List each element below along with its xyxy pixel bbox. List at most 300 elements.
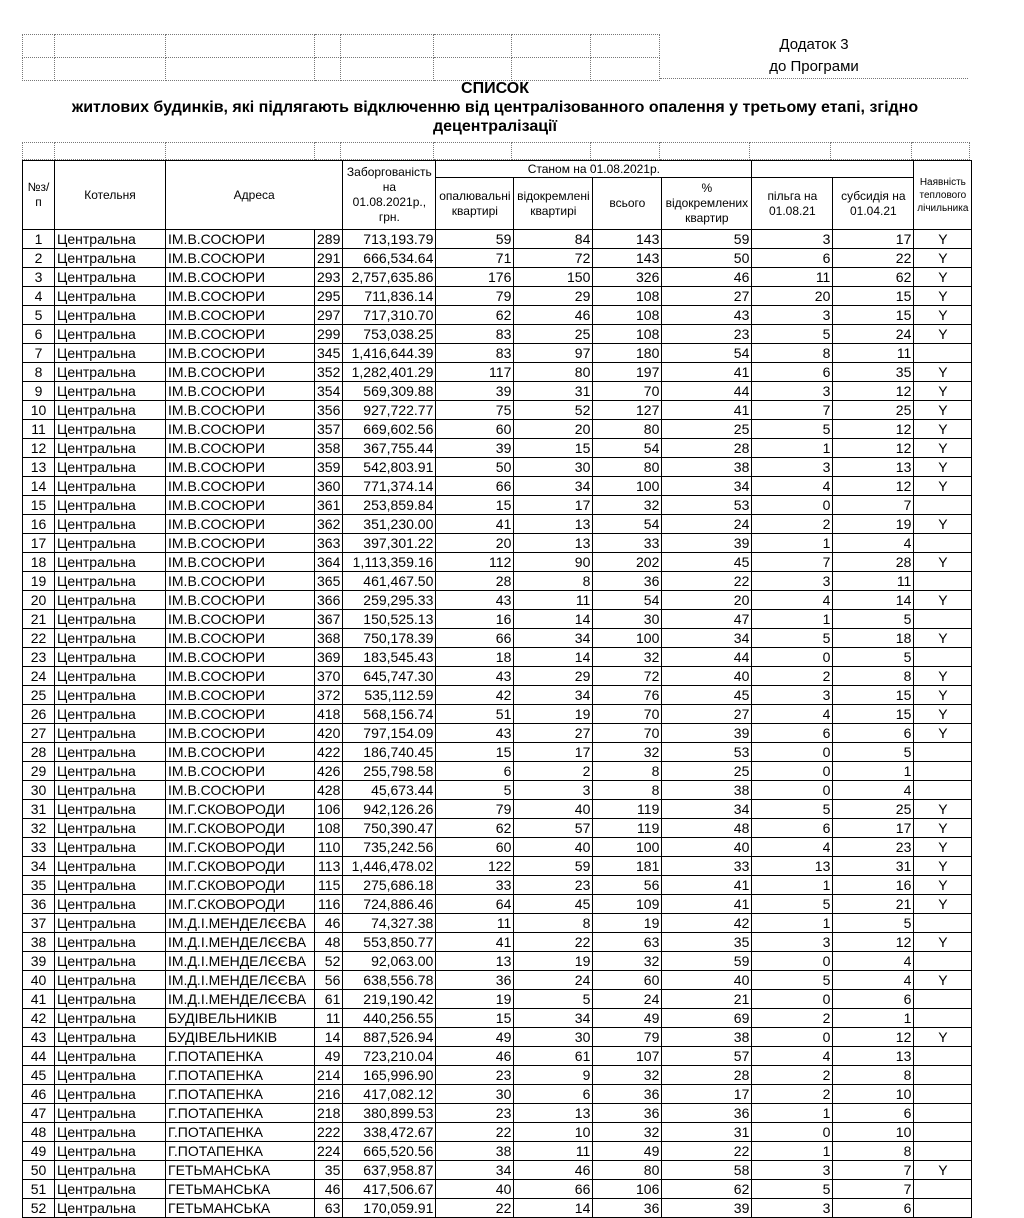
- separated-apartments[interactable]: 5: [514, 990, 593, 1009]
- heated-apartments[interactable]: 62: [436, 819, 514, 838]
- street-name[interactable]: ІМ.Д.І.МЕНДЕЛЄЄВА: [166, 990, 315, 1009]
- street-name[interactable]: ІМ.В.СОСЮРИ: [166, 230, 315, 249]
- separated-apartments[interactable]: 80: [514, 363, 593, 382]
- total-apartments[interactable]: 202: [593, 553, 662, 572]
- total-apartments[interactable]: 36: [593, 1199, 662, 1218]
- heated-apartments[interactable]: 51: [436, 705, 514, 724]
- total-apartments[interactable]: 100: [593, 838, 662, 857]
- benefit-count[interactable]: 0: [752, 496, 833, 515]
- row-number[interactable]: 13: [23, 458, 55, 477]
- boiler-name[interactable]: Центральна: [55, 857, 166, 876]
- boiler-name[interactable]: Центральна: [55, 344, 166, 363]
- house-number[interactable]: 224: [315, 1142, 343, 1161]
- debt-amount[interactable]: 750,390.47: [343, 819, 436, 838]
- row-number[interactable]: 3: [23, 268, 55, 287]
- total-apartments[interactable]: 54: [593, 591, 662, 610]
- heat-meter-flag[interactable]: Y: [914, 230, 972, 249]
- row-number[interactable]: 12: [23, 439, 55, 458]
- separated-apartments[interactable]: 90: [514, 553, 593, 572]
- cell[interactable]: [55, 58, 166, 81]
- percent-separated[interactable]: 35: [662, 933, 752, 952]
- house-number[interactable]: 362: [315, 515, 343, 534]
- boiler-name[interactable]: Центральна: [55, 572, 166, 591]
- subsidy-count[interactable]: 11: [833, 572, 914, 591]
- heat-meter-flag[interactable]: Y: [914, 439, 972, 458]
- debt-amount[interactable]: 255,798.58: [343, 762, 436, 781]
- percent-separated[interactable]: 39: [662, 724, 752, 743]
- street-name[interactable]: Г.ПОТАПЕНКА: [166, 1047, 315, 1066]
- row-number[interactable]: 33: [23, 838, 55, 857]
- house-number[interactable]: 116: [315, 895, 343, 914]
- house-number[interactable]: 359: [315, 458, 343, 477]
- benefit-count[interactable]: 0: [752, 952, 833, 971]
- benefit-count[interactable]: 6: [752, 249, 833, 268]
- benefit-count[interactable]: 6: [752, 363, 833, 382]
- subsidy-count[interactable]: 4: [833, 952, 914, 971]
- total-apartments[interactable]: 109: [593, 895, 662, 914]
- percent-separated[interactable]: 27: [662, 287, 752, 306]
- boiler-name[interactable]: Центральна: [55, 1180, 166, 1199]
- debt-amount[interactable]: 887,526.94: [343, 1028, 436, 1047]
- cell[interactable]: [166, 58, 315, 81]
- street-name[interactable]: ІМ.Д.І.МЕНДЕЛЄЄВА: [166, 952, 315, 971]
- row-number[interactable]: 20: [23, 591, 55, 610]
- benefit-count[interactable]: 1: [752, 1142, 833, 1161]
- street-name[interactable]: ГЕТЬМАНСЬКА: [166, 1161, 315, 1180]
- percent-separated[interactable]: 69: [662, 1009, 752, 1028]
- percent-separated[interactable]: 40: [662, 838, 752, 857]
- percent-separated[interactable]: 44: [662, 382, 752, 401]
- house-number[interactable]: 297: [315, 306, 343, 325]
- debt-amount[interactable]: 417,082.12: [343, 1085, 436, 1104]
- heat-meter-flag[interactable]: Y: [914, 838, 972, 857]
- total-apartments[interactable]: 80: [593, 458, 662, 477]
- debt-amount[interactable]: 253,859.84: [343, 496, 436, 515]
- subsidy-count[interactable]: 28: [833, 553, 914, 572]
- separated-apartments[interactable]: 6: [514, 1085, 593, 1104]
- cell[interactable]: [591, 35, 660, 58]
- house-number[interactable]: 420: [315, 724, 343, 743]
- boiler-name[interactable]: Центральна: [55, 781, 166, 800]
- benefit-count[interactable]: 3: [752, 230, 833, 249]
- debt-amount[interactable]: 771,374.14: [343, 477, 436, 496]
- total-apartments[interactable]: 36: [593, 1104, 662, 1123]
- row-number[interactable]: 15: [23, 496, 55, 515]
- street-name[interactable]: ІМ.В.СОСЮРИ: [166, 382, 315, 401]
- benefit-count[interactable]: 4: [752, 591, 833, 610]
- percent-separated[interactable]: 28: [662, 439, 752, 458]
- street-name[interactable]: ІМ.В.СОСЮРИ: [166, 287, 315, 306]
- benefit-count[interactable]: 7: [752, 401, 833, 420]
- row-number[interactable]: 2: [23, 249, 55, 268]
- heat-meter-flag[interactable]: [914, 572, 972, 591]
- total-apartments[interactable]: 8: [593, 781, 662, 800]
- separated-apartments[interactable]: 61: [514, 1047, 593, 1066]
- separated-apartments[interactable]: 34: [514, 477, 593, 496]
- subsidy-count[interactable]: 8: [833, 667, 914, 686]
- cell[interactable]: [166, 35, 315, 58]
- percent-separated[interactable]: 38: [662, 458, 752, 477]
- separated-apartments[interactable]: 29: [514, 667, 593, 686]
- boiler-name[interactable]: Центральна: [55, 762, 166, 781]
- cell[interactable]: [591, 143, 660, 160]
- separated-apartments[interactable]: 14: [514, 1199, 593, 1218]
- boiler-name[interactable]: Центральна: [55, 667, 166, 686]
- heated-apartments[interactable]: 13: [436, 952, 514, 971]
- street-name[interactable]: ІМ.В.СОСЮРИ: [166, 325, 315, 344]
- subsidy-count[interactable]: 12: [833, 439, 914, 458]
- total-apartments[interactable]: 60: [593, 971, 662, 990]
- row-number[interactable]: 48: [23, 1123, 55, 1142]
- percent-separated[interactable]: 33: [662, 857, 752, 876]
- cell[interactable]: [341, 143, 434, 160]
- total-apartments[interactable]: 79: [593, 1028, 662, 1047]
- street-name[interactable]: БУДІВЕЛЬНИКІВ: [166, 1028, 315, 1047]
- subsidy-count[interactable]: 12: [833, 933, 914, 952]
- boiler-name[interactable]: Центральна: [55, 268, 166, 287]
- street-name[interactable]: ІМ.В.СОСЮРИ: [166, 724, 315, 743]
- boiler-name[interactable]: Центральна: [55, 515, 166, 534]
- benefit-count[interactable]: 4: [752, 1047, 833, 1066]
- subsidy-count[interactable]: 1: [833, 762, 914, 781]
- cell[interactable]: [341, 58, 434, 81]
- benefit-count[interactable]: 20: [752, 287, 833, 306]
- house-number[interactable]: 370: [315, 667, 343, 686]
- percent-separated[interactable]: 34: [662, 629, 752, 648]
- subsidy-count[interactable]: 12: [833, 1028, 914, 1047]
- total-apartments[interactable]: 107: [593, 1047, 662, 1066]
- benefit-count[interactable]: 5: [752, 420, 833, 439]
- house-number[interactable]: 46: [315, 1180, 343, 1199]
- house-number[interactable]: 345: [315, 344, 343, 363]
- separated-apartments[interactable]: 15: [514, 439, 593, 458]
- subsidy-count[interactable]: 25: [833, 401, 914, 420]
- percent-separated[interactable]: 38: [662, 1028, 752, 1047]
- house-number[interactable]: 14: [315, 1028, 343, 1047]
- street-name[interactable]: ІМ.В.СОСЮРИ: [166, 515, 315, 534]
- house-number[interactable]: 364: [315, 553, 343, 572]
- benefit-count[interactable]: 0: [752, 1028, 833, 1047]
- house-number[interactable]: 422: [315, 743, 343, 762]
- benefit-count[interactable]: 6: [752, 819, 833, 838]
- boiler-name[interactable]: Центральна: [55, 534, 166, 553]
- separated-apartments[interactable]: 84: [514, 230, 593, 249]
- boiler-name[interactable]: Центральна: [55, 1047, 166, 1066]
- separated-apartments[interactable]: 40: [514, 800, 593, 819]
- debt-amount[interactable]: 170,059.91: [343, 1199, 436, 1218]
- house-number[interactable]: 356: [315, 401, 343, 420]
- row-number[interactable]: 17: [23, 534, 55, 553]
- percent-separated[interactable]: 22: [662, 1142, 752, 1161]
- benefit-count[interactable]: 6: [752, 724, 833, 743]
- benefit-count[interactable]: 0: [752, 762, 833, 781]
- percent-separated[interactable]: 45: [662, 686, 752, 705]
- boiler-name[interactable]: Центральна: [55, 363, 166, 382]
- row-number[interactable]: 27: [23, 724, 55, 743]
- house-number[interactable]: 299: [315, 325, 343, 344]
- cell[interactable]: [23, 58, 55, 81]
- row-number[interactable]: 8: [23, 363, 55, 382]
- heated-apartments[interactable]: 62: [436, 306, 514, 325]
- street-name[interactable]: ІМ.В.СОСЮРИ: [166, 534, 315, 553]
- street-name[interactable]: ІМ.Г.СКОВОРОДИ: [166, 857, 315, 876]
- heated-apartments[interactable]: 66: [436, 477, 514, 496]
- row-number[interactable]: 11: [23, 420, 55, 439]
- street-name[interactable]: ІМ.В.СОСЮРИ: [166, 344, 315, 363]
- heated-apartments[interactable]: 11: [436, 914, 514, 933]
- total-apartments[interactable]: 143: [593, 230, 662, 249]
- total-apartments[interactable]: 70: [593, 382, 662, 401]
- debt-amount[interactable]: 569,309.88: [343, 382, 436, 401]
- house-number[interactable]: 11: [315, 1009, 343, 1028]
- debt-amount[interactable]: 711,836.14: [343, 287, 436, 306]
- cell[interactable]: [315, 35, 341, 58]
- benefit-count[interactable]: 5: [752, 1180, 833, 1199]
- subsidy-count[interactable]: 22: [833, 249, 914, 268]
- separated-apartments[interactable]: 19: [514, 952, 593, 971]
- row-number[interactable]: 47: [23, 1104, 55, 1123]
- benefit-count[interactable]: 1: [752, 914, 833, 933]
- total-apartments[interactable]: 54: [593, 439, 662, 458]
- heat-meter-flag[interactable]: [914, 743, 972, 762]
- debt-amount[interactable]: 665,520.56: [343, 1142, 436, 1161]
- percent-separated[interactable]: 28: [662, 1066, 752, 1085]
- heated-apartments[interactable]: 5: [436, 781, 514, 800]
- cell[interactable]: [341, 35, 434, 58]
- heated-apartments[interactable]: 59: [436, 230, 514, 249]
- separated-apartments[interactable]: 34: [514, 1009, 593, 1028]
- separated-apartments[interactable]: 13: [514, 534, 593, 553]
- separated-apartments[interactable]: 17: [514, 743, 593, 762]
- row-number[interactable]: 18: [23, 553, 55, 572]
- debt-amount[interactable]: 92,063.00: [343, 952, 436, 971]
- heat-meter-flag[interactable]: [914, 990, 972, 1009]
- street-name[interactable]: ІМ.В.СОСЮРИ: [166, 591, 315, 610]
- cell[interactable]: [750, 143, 831, 160]
- house-number[interactable]: 352: [315, 363, 343, 382]
- house-number[interactable]: 222: [315, 1123, 343, 1142]
- percent-separated[interactable]: 62: [662, 1180, 752, 1199]
- total-apartments[interactable]: 32: [593, 1123, 662, 1142]
- row-number[interactable]: 16: [23, 515, 55, 534]
- heated-apartments[interactable]: 40: [436, 1180, 514, 1199]
- heat-meter-flag[interactable]: Y: [914, 363, 972, 382]
- debt-amount[interactable]: 45,673.44: [343, 781, 436, 800]
- total-apartments[interactable]: 30: [593, 610, 662, 629]
- total-apartments[interactable]: 49: [593, 1142, 662, 1161]
- heated-apartments[interactable]: 20: [436, 534, 514, 553]
- heat-meter-flag[interactable]: [914, 1047, 972, 1066]
- heated-apartments[interactable]: 60: [436, 838, 514, 857]
- debt-amount[interactable]: 461,467.50: [343, 572, 436, 591]
- street-name[interactable]: ІМ.В.СОСЮРИ: [166, 648, 315, 667]
- heated-apartments[interactable]: 117: [436, 363, 514, 382]
- separated-apartments[interactable]: 97: [514, 344, 593, 363]
- subsidy-count[interactable]: 17: [833, 819, 914, 838]
- debt-amount[interactable]: 750,178.39: [343, 629, 436, 648]
- debt-amount[interactable]: 186,740.45: [343, 743, 436, 762]
- row-number[interactable]: 46: [23, 1085, 55, 1104]
- debt-amount[interactable]: 942,126.26: [343, 800, 436, 819]
- separated-apartments[interactable]: 34: [514, 686, 593, 705]
- boiler-name[interactable]: Центральна: [55, 401, 166, 420]
- benefit-count[interactable]: 3: [752, 686, 833, 705]
- separated-apartments[interactable]: 30: [514, 1028, 593, 1047]
- street-name[interactable]: ІМ.В.СОСЮРИ: [166, 420, 315, 439]
- heated-apartments[interactable]: 15: [436, 743, 514, 762]
- cell[interactable]: [831, 143, 912, 160]
- heated-apartments[interactable]: 22: [436, 1123, 514, 1142]
- percent-separated[interactable]: 34: [662, 800, 752, 819]
- street-name[interactable]: ІМ.В.СОСЮРИ: [166, 401, 315, 420]
- benefit-count[interactable]: 1: [752, 534, 833, 553]
- total-apartments[interactable]: 326: [593, 268, 662, 287]
- debt-amount[interactable]: 74,327.38: [343, 914, 436, 933]
- percent-separated[interactable]: 40: [662, 667, 752, 686]
- row-number[interactable]: 6: [23, 325, 55, 344]
- separated-apartments[interactable]: 57: [514, 819, 593, 838]
- street-name[interactable]: ГЕТЬМАНСЬКА: [166, 1199, 315, 1218]
- heat-meter-flag[interactable]: [914, 914, 972, 933]
- street-name[interactable]: ІМ.Г.СКОВОРОДИ: [166, 876, 315, 895]
- debt-amount[interactable]: 713,193.79: [343, 230, 436, 249]
- benefit-count[interactable]: 4: [752, 477, 833, 496]
- heated-apartments[interactable]: 71: [436, 249, 514, 268]
- heated-apartments[interactable]: 79: [436, 800, 514, 819]
- heat-meter-flag[interactable]: [914, 610, 972, 629]
- cell[interactable]: [55, 35, 166, 58]
- row-number[interactable]: 19: [23, 572, 55, 591]
- debt-amount[interactable]: 542,803.91: [343, 458, 436, 477]
- boiler-name[interactable]: Центральна: [55, 591, 166, 610]
- house-number[interactable]: 358: [315, 439, 343, 458]
- benefit-count[interactable]: 8: [752, 344, 833, 363]
- percent-separated[interactable]: 41: [662, 401, 752, 420]
- separated-apartments[interactable]: 29: [514, 287, 593, 306]
- debt-amount[interactable]: 735,242.56: [343, 838, 436, 857]
- boiler-name[interactable]: Центральна: [55, 1009, 166, 1028]
- benefit-count[interactable]: 3: [752, 933, 833, 952]
- row-number[interactable]: 34: [23, 857, 55, 876]
- heated-apartments[interactable]: 60: [436, 420, 514, 439]
- house-number[interactable]: 110: [315, 838, 343, 857]
- street-name[interactable]: ІМ.В.СОСЮРИ: [166, 496, 315, 515]
- debt-amount[interactable]: 259,295.33: [343, 591, 436, 610]
- row-number[interactable]: 10: [23, 401, 55, 420]
- benefit-count[interactable]: 4: [752, 705, 833, 724]
- separated-apartments[interactable]: 31: [514, 382, 593, 401]
- total-apartments[interactable]: 32: [593, 743, 662, 762]
- percent-separated[interactable]: 41: [662, 895, 752, 914]
- boiler-name[interactable]: Центральна: [55, 1085, 166, 1104]
- cell[interactable]: [23, 143, 55, 160]
- heated-apartments[interactable]: 33: [436, 876, 514, 895]
- row-number[interactable]: 26: [23, 705, 55, 724]
- cell[interactable]: [315, 143, 341, 160]
- percent-separated[interactable]: 50: [662, 249, 752, 268]
- heated-apartments[interactable]: 112: [436, 553, 514, 572]
- boiler-name[interactable]: Центральна: [55, 306, 166, 325]
- heated-apartments[interactable]: 75: [436, 401, 514, 420]
- separated-apartments[interactable]: 52: [514, 401, 593, 420]
- total-apartments[interactable]: 100: [593, 477, 662, 496]
- heated-apartments[interactable]: 34: [436, 1161, 514, 1180]
- boiler-name[interactable]: Центральна: [55, 876, 166, 895]
- boiler-name[interactable]: Центральна: [55, 477, 166, 496]
- debt-amount[interactable]: 440,256.55: [343, 1009, 436, 1028]
- street-name[interactable]: ІМ.В.СОСЮРИ: [166, 781, 315, 800]
- heat-meter-flag[interactable]: Y: [914, 515, 972, 534]
- heated-apartments[interactable]: 41: [436, 933, 514, 952]
- benefit-count[interactable]: 2: [752, 1066, 833, 1085]
- boiler-name[interactable]: Центральна: [55, 1142, 166, 1161]
- benefit-count[interactable]: 0: [752, 1123, 833, 1142]
- subsidy-count[interactable]: 15: [833, 287, 914, 306]
- total-apartments[interactable]: 119: [593, 800, 662, 819]
- heated-apartments[interactable]: 23: [436, 1104, 514, 1123]
- benefit-count[interactable]: 4: [752, 838, 833, 857]
- total-apartments[interactable]: 127: [593, 401, 662, 420]
- benefit-count[interactable]: 5: [752, 800, 833, 819]
- row-number[interactable]: 7: [23, 344, 55, 363]
- heat-meter-flag[interactable]: Y: [914, 325, 972, 344]
- debt-amount[interactable]: 717,310.70: [343, 306, 436, 325]
- boiler-name[interactable]: Центральна: [55, 496, 166, 515]
- heat-meter-flag[interactable]: Y: [914, 800, 972, 819]
- heat-meter-flag[interactable]: Y: [914, 401, 972, 420]
- heated-apartments[interactable]: 176: [436, 268, 514, 287]
- boiler-name[interactable]: Центральна: [55, 553, 166, 572]
- debt-amount[interactable]: 666,534.64: [343, 249, 436, 268]
- percent-separated[interactable]: 45: [662, 553, 752, 572]
- separated-apartments[interactable]: 150: [514, 268, 593, 287]
- row-number[interactable]: 28: [23, 743, 55, 762]
- cell[interactable]: [512, 58, 591, 81]
- boiler-name[interactable]: Центральна: [55, 933, 166, 952]
- boiler-name[interactable]: Центральна: [55, 743, 166, 762]
- heat-meter-flag[interactable]: Y: [914, 382, 972, 401]
- boiler-name[interactable]: Центральна: [55, 230, 166, 249]
- boiler-name[interactable]: Центральна: [55, 990, 166, 1009]
- heat-meter-flag[interactable]: Y: [914, 971, 972, 990]
- row-number[interactable]: 36: [23, 895, 55, 914]
- heat-meter-flag[interactable]: [914, 781, 972, 800]
- separated-apartments[interactable]: 20: [514, 420, 593, 439]
- percent-separated[interactable]: 25: [662, 420, 752, 439]
- total-apartments[interactable]: 49: [593, 1009, 662, 1028]
- row-number[interactable]: 52: [23, 1199, 55, 1218]
- benefit-count[interactable]: 1: [752, 1104, 833, 1123]
- house-number[interactable]: 61: [315, 990, 343, 1009]
- cell[interactable]: [512, 143, 591, 160]
- street-name[interactable]: ІМ.В.СОСЮРИ: [166, 553, 315, 572]
- heated-apartments[interactable]: 15: [436, 1009, 514, 1028]
- separated-apartments[interactable]: 46: [514, 306, 593, 325]
- total-apartments[interactable]: 181: [593, 857, 662, 876]
- heat-meter-flag[interactable]: Y: [914, 477, 972, 496]
- separated-apartments[interactable]: 46: [514, 1161, 593, 1180]
- separated-apartments[interactable]: 13: [514, 515, 593, 534]
- subsidy-count[interactable]: 23: [833, 838, 914, 857]
- house-number[interactable]: 354: [315, 382, 343, 401]
- heated-apartments[interactable]: 19: [436, 990, 514, 1009]
- debt-amount[interactable]: 2,757,635.86: [343, 268, 436, 287]
- boiler-name[interactable]: Центральна: [55, 249, 166, 268]
- boiler-name[interactable]: Центральна: [55, 914, 166, 933]
- subsidy-count[interactable]: 15: [833, 306, 914, 325]
- boiler-name[interactable]: Центральна: [55, 895, 166, 914]
- subsidy-count[interactable]: 25: [833, 800, 914, 819]
